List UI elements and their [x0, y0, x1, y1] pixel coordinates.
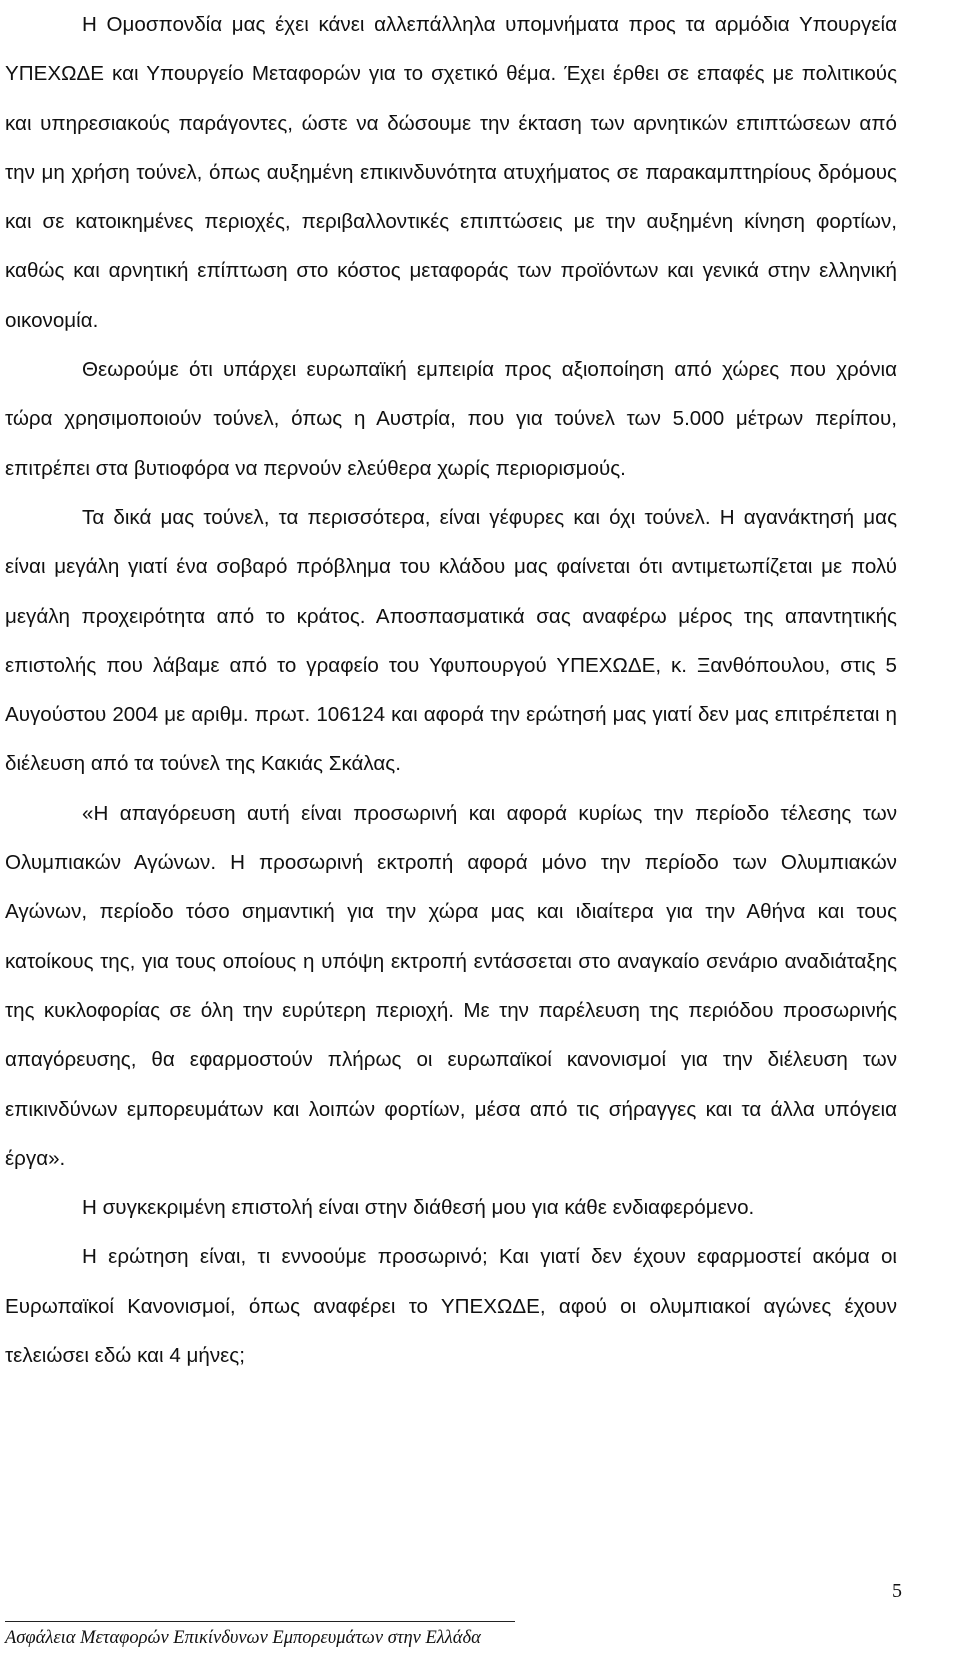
sentence: Η αγανάκτησή μας είναι μεγάλη γιατί ένα σοβαρό πρόβλημα του κλάδου μας φαίνεται ότι αντιμετωπίζεται με πολύ μεγάλη προχειρότητα από το κράτος. [5, 505, 897, 628]
sentence: Η προσωρινή εκτροπή αφορά μόνο την περίοδο των Ολυμπιακών Αγώνων, περίοδο τόσο σημαντική για την χώρα μας και ιδιαίτερα για την Αθήνα και τους κατοίκους της, για τους οποίους η υπόψη εκτροπή εντάσσεται στο αναγκαίο σενάριο αναδιάταξης της κυκλοφορίας σε όλη την ευρύτερη περιοχή. [5, 851, 897, 1022]
paragraph-european-experience [5, 345, 897, 493]
footer-title: Ασφάλεια Μεταφορών Επικίνδυνων Εμπορευμάτων στην Ελλάδα [5, 1628, 481, 1648]
sentence: Τα δικά μας τούνελ, τα περισσότερα, είναι γέφυρες και όχι τούνελ. [82, 505, 720, 529]
sentence: Με την παρέλευση της περιόδου προσωρινής απαγόρευσης, θα εφαρμοστούν πλήρως οι ευρωπαϊκοί κανονισμοί για την διέλευση των επικινδύνων εμπορευμάτων και λοιπών φορτίων, μέσα από τις σήραγγες και τα άλλα υπόγεια έργα». [5, 998, 898, 1170]
paragraph-our-tunnels [5, 493, 897, 789]
paragraph-quoted-reply [5, 789, 897, 1183]
sentence: Η συγκεκριμένη επιστολή είναι στην διάθεσή μου για κάθε ενδιαφερόμενο. [82, 1196, 755, 1220]
paragraph-federation-memoranda [5, 0, 897, 345]
footer-divider [5, 1621, 515, 1622]
paragraph-letter-available [5, 1183, 897, 1232]
sentence: Και γιατί δεν έχουν εφαρμοστεί ακόμα οι Ευρωπαϊκοί Κανονισμοί, όπως αναφέρει το ΥΠΕΧΩΔΕ, αφού οι ολυμπιακοί αγώνες έχουν τελειώσει εδώ και 4 μήνες; [5, 1245, 897, 1368]
sentence: «Η απαγόρευση αυτή είναι προσωρινή και αφορά κυρίως την περίοδο τέλεσης των Ολυμπιακών Αγώνων. [5, 801, 897, 875]
sentence: Η ερώτηση είναι, τι εννοούμε προσωρινό; [82, 1245, 500, 1269]
sentence: Η Ομοσπονδία μας έχει κάνει αλλεπάλληλα υπομνήματα προς τα αρμόδια Υπουργεία ΥΠΕΧΩΔΕ και Υπουργείο Μεταφορών για το σχετικό θέμα. [5, 13, 897, 86]
sentence: Θεωρούμε ότι υπάρχει ευρωπαϊκή εμπειρία προς αξιοποίηση από χώρες που χρόνια τώρα χρησιμοποιούν τούνελ, όπως η Αυστρία, που για τούνελ των 5.000 μέτρων περίπου, επιτρέπει στα βυτιοφόρα να περνούν ελεύθερα χωρίς περιορισμούς. [5, 358, 897, 480]
sentence: Έχει έρθει σε επαφές με πολιτικούς και υπηρεσιακούς παράγοντες, ώστε να δώσουμε την έκταση των αρνητικών επιπτώσεων από την μη χρήση τούνελ, όπως αυξημένη επικινδυνότητα ατυχήματος σε παρακαμπτηρίους δρόμους και σε κατοικημένες περιοχές, περιβαλλοντικές επιπτώσεις με την αυξημένη κίνηση φορτίων, καθώς και αρνητική επίπτωση στο κόστος μεταφοράς των προϊόντων και γενικά στην ελληνική οικονομία. [5, 62, 897, 332]
paragraph-question [5, 1232, 897, 1380]
sentence: Αποσπασματικά σας αναφέρω μέρος της απαντητικής επιστολής που λάβαμε από το γραφείο του Υφυπουργού ΥΠΕΧΩΔΕ, κ. Ξανθόπουλου, στις 5 Αυγούστου 2004 με αριθμ. πρωτ. 106124 και αφορά την ερώτησή μας γιατί δεν μας επιτρέπεται η διέλευση από τα τούνελ της Κακιάς Σκάλας. [5, 604, 897, 776]
document-body [5, 0, 897, 1380]
page-number: 5 [892, 1580, 902, 1602]
